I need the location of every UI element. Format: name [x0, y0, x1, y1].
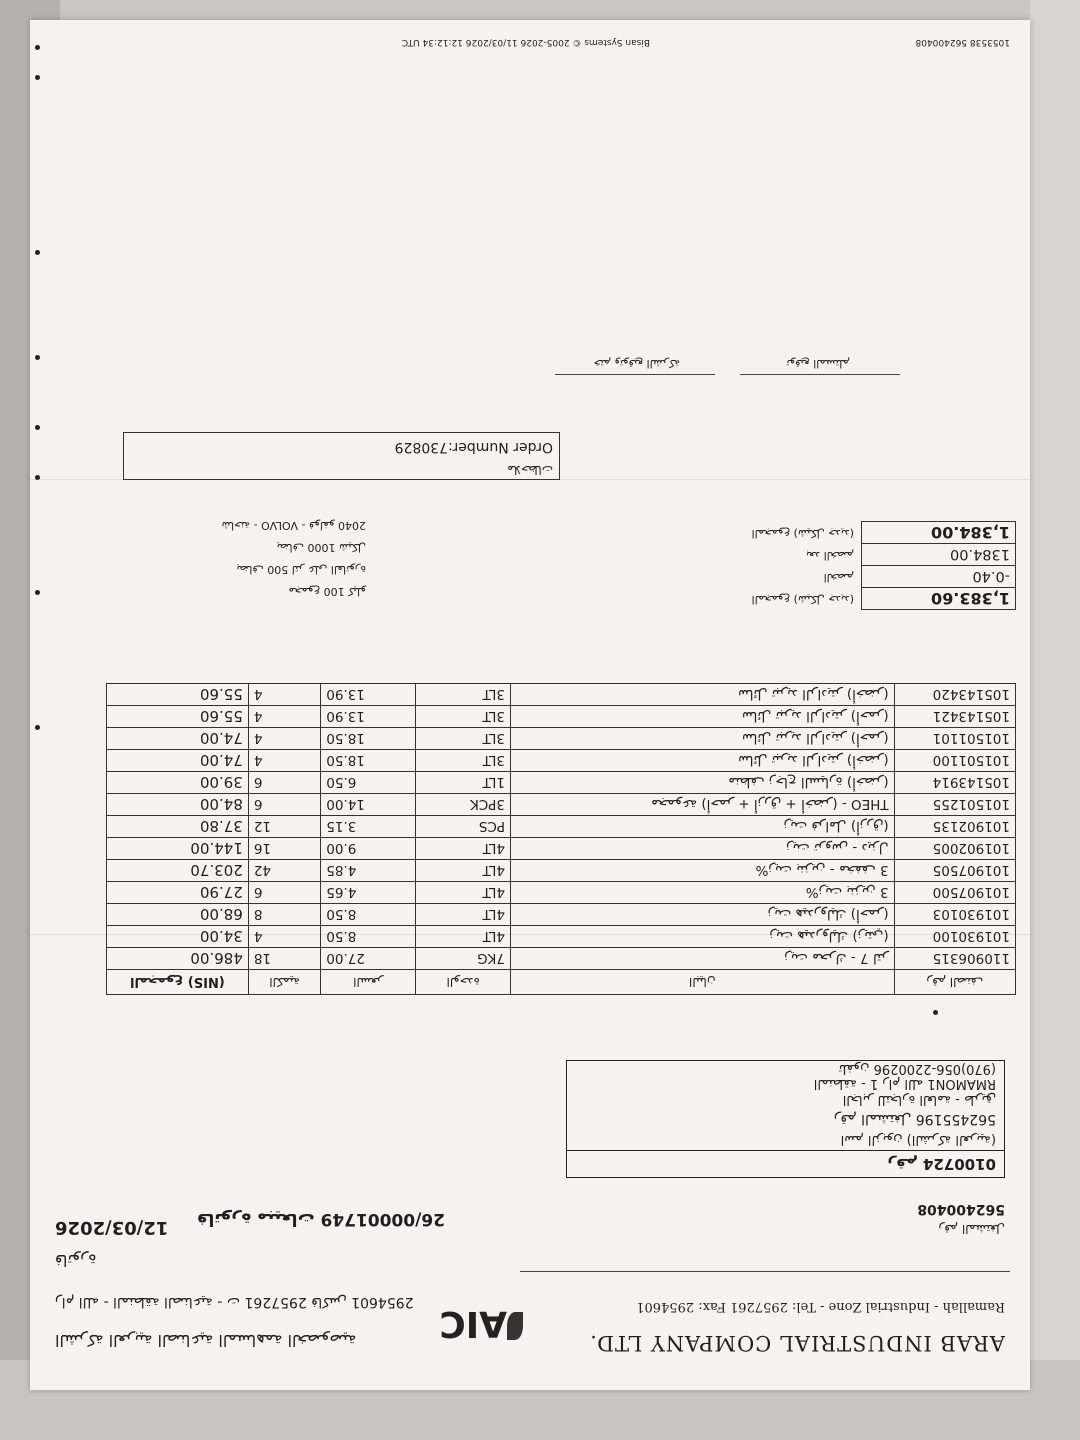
cell-unit: 3LT: [416, 706, 511, 728]
cell-unit: 4LT: [416, 838, 511, 860]
cell-price: 6.50: [321, 772, 416, 794]
cell-desc: زيت محرك - 7 لتر: [511, 948, 895, 970]
cell-price: 4.85: [321, 860, 416, 882]
punch-dot: [35, 475, 40, 480]
footer-reference: 1053538 562400408: [915, 37, 1010, 47]
cell-unit: 4LT: [416, 882, 511, 904]
cell-total: 55.60: [107, 684, 249, 706]
cell-desc: سائل تبريد الراديتر (أحمر): [511, 728, 895, 750]
cell-price: 18.50: [321, 750, 416, 772]
cell-qty: 4: [248, 684, 320, 706]
customer-box: [566, 1060, 1005, 1178]
cell-desc: زيت فرامل (أزرق): [511, 816, 895, 838]
summary-value: 1,383.60: [862, 588, 1016, 610]
cell-price: 8.50: [321, 926, 416, 948]
customer-name: اسم الزبون (الشركة العربية): [840, 1132, 996, 1147]
col-price: السعر: [321, 970, 416, 995]
invoice-number: 26/00001749 فاتورة مبيعات: [196, 1209, 445, 1229]
cell-qty: 18: [248, 948, 320, 970]
cell-qty: 4: [248, 750, 320, 772]
punch-dot: [35, 75, 40, 80]
col-code: رقم الصنف: [894, 970, 1015, 995]
summary-note: يضاف 1000 شيكل: [276, 541, 366, 554]
cell-price: 27.00: [321, 948, 416, 970]
col-total: (NIS) المجموع: [107, 970, 249, 995]
cell-unit: 3LT: [416, 728, 511, 750]
cell-code: 105143421: [894, 706, 1015, 728]
cell-total: 203.70: [107, 860, 249, 882]
cell-code: 105143914: [894, 772, 1015, 794]
cell-qty: 6: [248, 882, 320, 904]
customer-box-divider: [567, 1150, 1004, 1151]
stamp-label: ختم وتوقيع الشركة: [593, 357, 680, 370]
signature-line: [740, 374, 900, 375]
cell-code: 101930100: [894, 926, 1015, 948]
summary-value: 1384.00: [862, 544, 1016, 566]
cell-total: 55.60: [107, 706, 249, 728]
cell-total: 37.80: [107, 816, 249, 838]
cell-qty: 4: [248, 728, 320, 750]
cell-price: 18.50: [321, 728, 416, 750]
summary-row: [862, 544, 1016, 566]
stamp-line: [555, 374, 715, 375]
table-row: [107, 706, 1016, 728]
customer-phone: (970)056-2200296 تلفون: [838, 1061, 996, 1076]
cell-total: 68.00: [107, 904, 249, 926]
cell-desc: زيت هيدروليك (زيتي): [511, 926, 895, 948]
table-row: [107, 882, 1016, 904]
header-divider: [520, 1271, 1010, 1272]
cell-total: 34.00: [107, 926, 249, 948]
signature-label: توقيع المستلم: [786, 357, 850, 370]
cell-price: 13.90: [321, 684, 416, 706]
cell-unit: 4LT: [416, 904, 511, 926]
summary-label: الخصم: [823, 571, 854, 584]
cell-unit: PCS: [416, 816, 511, 838]
logo-text: AIC: [439, 1303, 507, 1344]
cell-unit: 1LT: [416, 772, 511, 794]
cell-total: 74.00: [107, 750, 249, 772]
order-number: Order Number:730829: [394, 439, 553, 455]
cell-desc: زيت هيدروليك (أحمر): [511, 904, 895, 926]
col-unit: الوحدة: [416, 970, 511, 995]
cell-price: 4.65: [321, 882, 416, 904]
cell-total: 144.00: [107, 838, 249, 860]
cell-desc: سائل تبريد الراديتر (أخضر): [511, 750, 895, 772]
items-table: [106, 683, 1016, 995]
table-row: [107, 926, 1016, 948]
customer-address-1: الجابر للتجارة العامة - طريق: [842, 1092, 996, 1107]
invoice-paper: [30, 20, 1030, 1390]
punch-dot: [35, 250, 40, 255]
cell-price: 14.00: [321, 794, 416, 816]
table-row: [107, 948, 1016, 970]
cell-code: 101902005: [894, 838, 1015, 860]
footer-software: Bisan Systems © 2005-2026 11/03/2026 12:12:34 UTC: [401, 37, 650, 47]
cell-desc: سائل تبريد الراديتر (أخضر): [511, 684, 895, 706]
cell-unit: 3PCK: [416, 794, 511, 816]
summary-table: [861, 521, 1016, 610]
cell-total: 39.00: [107, 772, 249, 794]
company-name-ar: الشركة العربية الصناعية المساهمة الخصوصية: [55, 1331, 357, 1350]
punch-dot: [35, 355, 40, 360]
summary-label: المجموع (شيكل جديد): [751, 527, 854, 540]
items-header-row: [107, 970, 1016, 995]
cell-desc: سائل تبريد الراديتر (أحمر): [511, 706, 895, 728]
cell-unit: 3LT: [416, 750, 511, 772]
table-row: [107, 904, 1016, 926]
summary-value: -0.40: [862, 566, 1016, 588]
table-row: [107, 750, 1016, 772]
customer-number-label: رقم المشتغل: [938, 1222, 1005, 1236]
table-row: [107, 794, 1016, 816]
cell-code: 101501101: [894, 728, 1015, 750]
order-box: [123, 432, 560, 480]
leaf-icon: [507, 1312, 523, 1340]
cell-code: 101930103: [894, 904, 1015, 926]
cell-desc: زيت بنزين 3%: [511, 882, 895, 904]
punch-dot: [35, 45, 40, 50]
cell-desc: زيت بنزين - مخفف 3%: [511, 860, 895, 882]
cell-qty: 4: [248, 926, 320, 948]
cell-desc: منظف زجاج السيارة (أخضر): [511, 772, 895, 794]
cell-qty: 4: [248, 706, 320, 728]
company-name-en: ARAB INDUSTRIAL COMPANY LTD.: [589, 1331, 1005, 1355]
customer-address-2: RMAMON1 المنطقة - 1 رام الله: [813, 1076, 996, 1091]
cell-code: 105143420: [894, 684, 1015, 706]
table-row: [107, 816, 1016, 838]
company-address-en: Ramallah - Industrial Zone - Tel: 2957261 Fax: 2954601: [636, 1299, 1005, 1314]
cell-code: 101501255: [894, 794, 1015, 816]
punch-dot: [933, 1010, 938, 1015]
cell-code: 101902135: [894, 816, 1015, 838]
cell-total: 486.00: [107, 948, 249, 970]
cell-desc: THEO - (أحمر + أزرق + أخضر) مجموعة: [511, 794, 895, 816]
col-desc: البيان: [511, 970, 895, 995]
customer-id: 0100724 رقم: [887, 1155, 996, 1173]
summary-row: [862, 522, 1016, 544]
cell-qty: 16: [248, 838, 320, 860]
cell-qty: 6: [248, 794, 320, 816]
cell-total: 27.90: [107, 882, 249, 904]
cell-unit: 3LT: [416, 684, 511, 706]
punch-dot: [35, 725, 40, 730]
cell-code: 101907500: [894, 882, 1015, 904]
summary-row: [862, 588, 1016, 610]
summary-area: [106, 500, 1016, 610]
cell-total: 84.00: [107, 794, 249, 816]
cell-unit: 4LT: [416, 860, 511, 882]
summary-note: مجموع 100 كيلو: [288, 585, 366, 598]
company-logo: [439, 1290, 525, 1350]
punch-dot: [35, 425, 40, 430]
cell-price: 9.00: [321, 838, 416, 860]
summary-note: يضاف 500 لتر على الفاتورة: [236, 563, 366, 576]
punch-dot: [35, 590, 40, 595]
cell-qty: 12: [248, 816, 320, 838]
table-row: [107, 838, 1016, 860]
cell-price: 13.90: [321, 706, 416, 728]
company-address-ar: رام الله - المنطقة الصناعية - ت 2957261 فاكس 2954601: [55, 1294, 414, 1310]
cell-code: 101907505: [894, 860, 1015, 882]
table-row: [107, 860, 1016, 882]
customer-number: 562400408: [917, 1201, 1005, 1217]
cell-price: 3.15: [321, 816, 416, 838]
cell-code: 110906315: [894, 948, 1015, 970]
invoice-date: 12/03/2026: [55, 1217, 169, 1238]
cell-qty: 6: [248, 772, 320, 794]
cell-qty: 8: [248, 904, 320, 926]
table-row: [107, 684, 1016, 706]
cell-unit: 4LT: [416, 926, 511, 948]
table-row: [107, 772, 1016, 794]
cell-price: 8.50: [321, 904, 416, 926]
cell-code: 101501100: [894, 750, 1015, 772]
cell-qty: 42: [248, 860, 320, 882]
customer-tax-id: 562455196 رقم المشتغل: [833, 1111, 996, 1127]
summary-note: فولفو 2040 - VOLVO - شاحنة: [221, 519, 366, 532]
summary-label: بعد الخصم: [805, 549, 854, 562]
cell-unit: 7KG: [416, 948, 511, 970]
cell-desc: زيت تروس - ديزل: [511, 838, 895, 860]
cell-total: 74.00: [107, 728, 249, 750]
document-type: فاتورة: [55, 1251, 97, 1270]
order-label: ملاحظات: [507, 463, 553, 477]
table-row: [107, 728, 1016, 750]
floor-right: [1030, 0, 1080, 1440]
summary-value: 1,384.00: [862, 522, 1016, 544]
col-qty: الكمية: [248, 970, 320, 995]
summary-row: [862, 566, 1016, 588]
summary-label: المجموع (شيكل جديد): [751, 593, 854, 606]
